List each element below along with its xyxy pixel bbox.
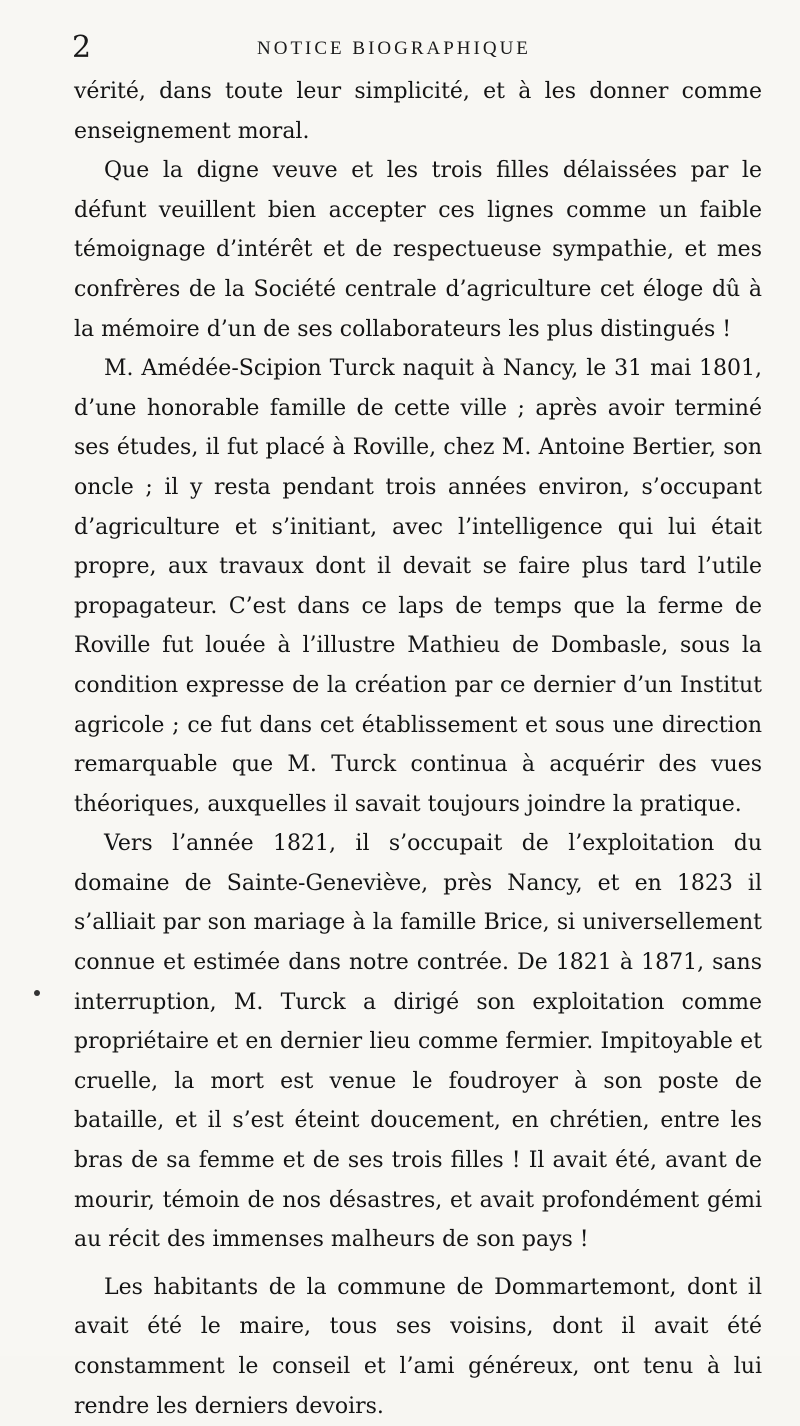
paragraph-funeral: Les habitants de la commune de Dommartemont, dont il avait été le maire, tous ses voisins, dont il avait été constamment le conseil et l’ami généreux, ont tenu à lui rendre les derniers devoirs. [74, 1274, 762, 1419]
paragraph-continuation: vérité, dans toute leur simplicité, et à les donner comme enseignement moral. [74, 79, 762, 144]
body-text [74, 72, 762, 1426]
paragraph-biography-career: Vers l’année 1821, il s’occupait de l’exploitation du domaine de Sainte-Geneviève, près Nancy, et en 1823 il s’alliait par son mariage à la famille Brice, si universellement connue et estimée dans notre contrée. De 1821 à 1871, sans interruption, M. Turck a dirigé son exploitation comme propriétaire et en dernier lieu comme fermier. Impitoyable et cruelle, la mort est venue le foudroyer à son poste de bataille, et il s’est éteint doucement, en chrétien, entre les bras de sa femme et de ses trois filles ! Il avait été, avant de mourir, témoin de nos désastres, et avait profondément gémi au récit des immenses malheurs de son pays ! [74, 831, 762, 1253]
print-speck [34, 990, 40, 996]
paragraph-biography-early-life: M. Amédée-Scipion Turck naquit à Nancy, le 31 mai 1801, d’une honorable famille de cette ville ; après avoir terminé ses études, il fut placé à Roville, chez M. Antoine Bertier, son oncle ; il y resta pendant trois années environ, s’occupant d’agriculture et s’initiant, avec l’intelligence qui lui était propre, aux travaux dont il devait se faire plus tard l’utile propagateur. C’est dans ce laps de temps que la ferme de Roville fut louée à l’illustre Mathieu de Dombasle, sous la condition expresse de la création par ce dernier d’un Institut agricole ; ce fut dans cet établissement et sous une direction remarquable que M. Turck continua à acquérir des vues théoriques, auxquelles il savait toujours joindre la pratique. [74, 356, 762, 817]
running-title: NOTICE BIOGRAPHIQUE [257, 38, 531, 59]
paragraph-dedication: Que la digne veuve et les trois filles délaissées par le défunt veuillent bien accepter ces lignes comme un faible témoignage d’intérêt et de respectueuse sympathie, et mes confrères de la Société centrale d’agriculture cet éloge dû à la mémoire d’un de ses collaborateurs les plus distingués ! [74, 158, 762, 342]
page-header [72, 30, 762, 70]
page-number: 2 [72, 30, 92, 65]
